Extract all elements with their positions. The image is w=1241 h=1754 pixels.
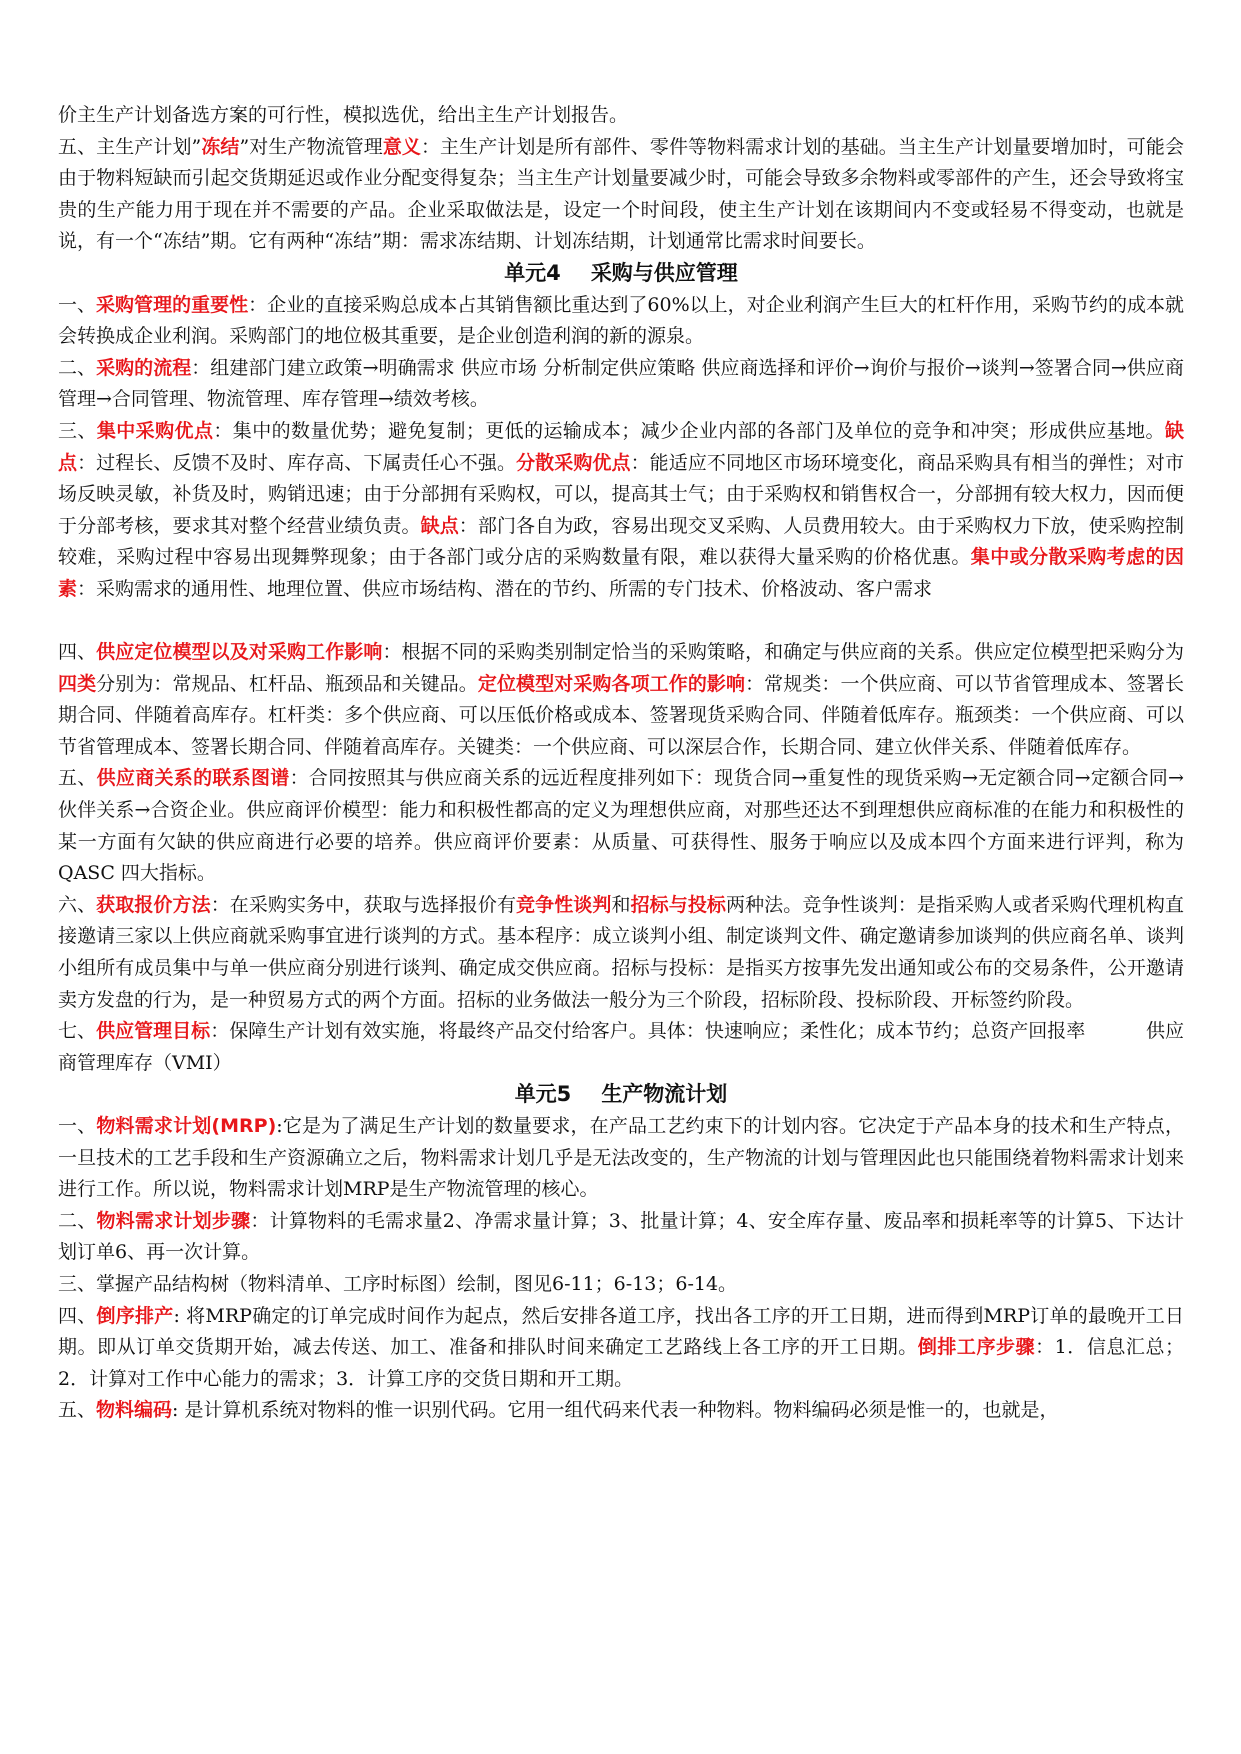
paragraph-u5-4	[58, 1301, 1184, 1396]
highlight-term: 供应商关系的联系图谱	[96, 767, 290, 790]
highlight-term: 采购管理的重要性	[96, 293, 249, 316]
text: 三、掌握产品结构树（物料清单、工序时标图）绘制，图见6-11；6-13；6-14。	[58, 1272, 738, 1295]
text: 分别为：常规品、杠杆品、瓶颈品和关键品。	[96, 672, 478, 695]
highlight-term: 集中采购优点	[96, 419, 214, 442]
highlight-term: 四类	[58, 672, 97, 695]
highlight-term: 竞争性谈判	[516, 893, 612, 916]
text: ：常规类：一个供应商、可以节省管理成本、签署长期合同、伴随着高库存。杠杆类：多个供应商、可以压低价格或成本、签署现货采购合同、伴随着低库存。瓶颈类：一个供应商、可以节省管理成本、签署长期合同、伴随着高库存。关键类：一个供应商、可以深层合作，长期合同、建立伙伴关系、伴随着低库存。	[58, 672, 1184, 758]
unit-title: 采购与供应管理	[590, 260, 738, 285]
text: ：组建部门建立政策→明确需求 供应市场 分析制定供应策略 供应商选择和评价→询价与报价→谈判→签署合同→供应商管理→合同管理、物流管理、库存管理→绩效考核。	[58, 356, 1184, 411]
text: ：合同按照其与供应商关系的远近程度排列如下：现货合同→重复性的现货采购→无定额合同→定额合同→伙伴关系→合资企业。供应商评价模型：能力和积极性都高的定义为理想供应商，对那些还达不到理想供应商标准的在能力和积极性的某一方面有欠缺的供应商进行必要的培养。供应商评价要素：从质量、可获得性、服务于响应以及成本四个方面来进行评判，称为QASC 四大指标。	[58, 767, 1184, 885]
text: ：根据不同的采购类别制定恰当的采购策略，和确定与供应商的关系。供应定位模型把采购分为	[382, 641, 1184, 664]
unit-title: 生产物流计划	[601, 1082, 728, 1107]
text: : 是计算机系统对物料的惟一识别代码。它用一组代码来代表一种物料。物料编码必须是惟一的，也就是，	[172, 1399, 1059, 1422]
highlight-term: 倒序排产	[96, 1304, 174, 1327]
paragraph-u5-3	[58, 1269, 1184, 1301]
highlight-term: 缺点	[58, 419, 1184, 474]
paragraph-u5-1	[58, 1111, 1184, 1206]
text: 五、	[58, 1399, 97, 1422]
unit-number: 单元5	[514, 1082, 572, 1107]
blank-line	[58, 606, 1184, 638]
text: 四、	[58, 1304, 97, 1327]
unit5-heading	[58, 1079, 1184, 1111]
text: 七、	[58, 1020, 97, 1043]
text: ：过程长、反馈不及时、库存高、下属责任心不强。	[77, 451, 517, 474]
paragraph-u4-7	[58, 1016, 1184, 1079]
text: ：计算物料的毛需求量2、净需求量计算；3、批量计算；4、安全库存量、废品率和损耗率等的计算5、下达计划订单6、再一次计算。	[58, 1209, 1184, 1264]
paragraph-u4-4	[58, 637, 1184, 763]
text: 两种法。竞争性谈判：是指采购人或者采购代理机构直接邀请三家以上供应商就采购事宜进行谈判的方式。基本程序：成立谈判小组、制定谈判文件、确定邀请参加谈判的供应商名单、谈判小组所有成员集中与单一供应商分别进行谈判、确定成交供应商。招标与投标：是指买方按事先发出通知或公布的交易条件，公开邀请卖方发盘的行为，是一种贸易方式的两个方面。招标的业务做法一般分为三个阶段，招标阶段、投标阶段、开标签约阶段。	[58, 893, 1184, 1011]
text: 五、主生产计划”	[58, 135, 202, 158]
text: 一、	[58, 1115, 97, 1137]
paragraph-u4-5	[58, 763, 1184, 889]
highlight-term: 冻结	[201, 135, 240, 158]
highlight-term: 采购的流程	[96, 356, 192, 379]
paragraph-u5-5	[58, 1395, 1184, 1427]
highlight-term: 供应定位模型以及对采购工作影响	[96, 641, 383, 664]
paragraph-u4-1	[58, 290, 1184, 353]
text: ：能适应不同地区市场环境变化，商品采购具有相当的弹性；对市场反映灵敏，补货及时，购销迅速；由于分部拥有采购权，可以，提高其士气；由于采购权和销售权合一，分部拥有较大权力，因而便于分部考核，要求其对整个经营业绩负责。	[58, 451, 1184, 537]
text: 三、	[58, 419, 97, 442]
paragraph-continuation	[58, 100, 1184, 132]
text: 四、	[58, 641, 97, 664]
unit4-heading	[58, 258, 1184, 290]
text: 六、	[58, 893, 97, 916]
text: ：1．信息汇总；2．计算对工作中心能力的需求；3．计算工序的交货日期和开工期。	[58, 1336, 1184, 1390]
text: ：在采购实务中，获取与选择报价有	[210, 893, 517, 916]
text: ：部门各自为政，容易出现交叉采购、人员费用较大。由于采购权力下放，使采购控制较难，采购过程中容易出现舞弊现象；由于各部门或分店的采购数量有限，难以获得大量采购的价格优惠。	[58, 514, 1184, 569]
text: ：主生产计划是所有部件、零件等物料需求计划的基础。当主生产计划量要增加时，可能会由于物料短缺而引起交货期延迟或作业分配变得复杂；当主生产计划量要减少时，可能会导致多余物料或零部件的产生，还会导致将宝贵的生产能力用于现在并不需要的产品。企业采取做法是，设定一个时间段，使主生产计划在该期间内不变或轻易不得变动，也就是说，有一个“冻结”期。它有两种“冻结”期：需求冻结期、计划冻结期，计划通常比需求时间要长。	[58, 135, 1184, 253]
highlight-term: 缺点	[420, 514, 459, 537]
text: ：保障生产计划有效实施，将最终产品交付给客户。具体：快速响应；柔性化；成本节约；总资产回报率 供应商管理库存（VMI）	[58, 1020, 1184, 1074]
text: 价主生产计划备选方案的可行性，模拟选优，给出主生产计划报告。	[58, 104, 629, 126]
document-page	[58, 100, 1184, 1427]
highlight-term: 集中或分散采购考虑的因素	[58, 546, 1184, 600]
highlight-term: 招标与投标	[630, 893, 727, 916]
highlight-term: 供应管理目标	[96, 1020, 211, 1043]
paragraph-u4-2	[58, 353, 1184, 416]
text: ：采购需求的通用性、地理位置、供应市场结构、潜在的节约、所需的专门技术、价格波动、客户需求	[77, 577, 933, 600]
highlight-term: 物料编码	[96, 1399, 173, 1422]
highlight-term: 物料需求计划步骤	[96, 1209, 251, 1232]
text: ：企业的直接采购总成本占其销售额比重达到了60%以上，对企业利润产生巨大的杠杆作用，采购节约的成本就会转换成企业利润。采购部门的地位极其重要，是企业创造利润的新的源泉。	[58, 293, 1184, 348]
text: ：集中的数量优势；避免复制；更低的运输成本；减少企业内部的各部门及单位的竞争和冲突；形成供应基地。	[213, 419, 1165, 442]
text: ”对生产物流管理	[239, 135, 383, 158]
text: 五、	[58, 767, 97, 790]
paragraph-mps-freeze	[58, 132, 1184, 258]
paragraph-u5-2	[58, 1206, 1184, 1269]
text: :它是为了满足生产计划的数量要求，在产品工艺约束下的计划内容。它决定于产品本身的技术和生产特点，一旦技术的工艺手段和生产资源确立之后，物料需求计划几乎是无法改变的，生产物流的计划与管理因此也只能围绕着物料需求计划来进行工作。所以说，物料需求计划MRP是生产物流管理的核心。	[58, 1115, 1184, 1201]
highlight-term: 意义	[382, 135, 421, 158]
text: 二、	[58, 1209, 97, 1232]
text: 二、	[58, 356, 97, 379]
text: 和	[611, 893, 631, 916]
highlight-term: 物料需求计划(MRP)	[96, 1115, 277, 1137]
highlight-term: 获取报价方法	[96, 893, 211, 916]
text: 一、	[58, 293, 97, 316]
text: : 将MRP确定的订单完成时间作为起点，然后安排各道工序，找出各工序的开工日期，进而得到MRP订单的最晚开工日期。即从订单交货期开始，减去传送、加工、准备和排队时间来确定工艺路线上各工序的开工日期。	[58, 1304, 1184, 1359]
unit-number: 单元4	[504, 260, 561, 285]
paragraph-u4-6	[58, 890, 1184, 1016]
highlight-term: 定位模型对采购各项工作的影响	[477, 672, 746, 695]
highlight-term: 分散采购优点	[516, 451, 631, 474]
highlight-term: 倒排工序步骤	[917, 1336, 1036, 1359]
paragraph-u4-3	[58, 416, 1184, 606]
